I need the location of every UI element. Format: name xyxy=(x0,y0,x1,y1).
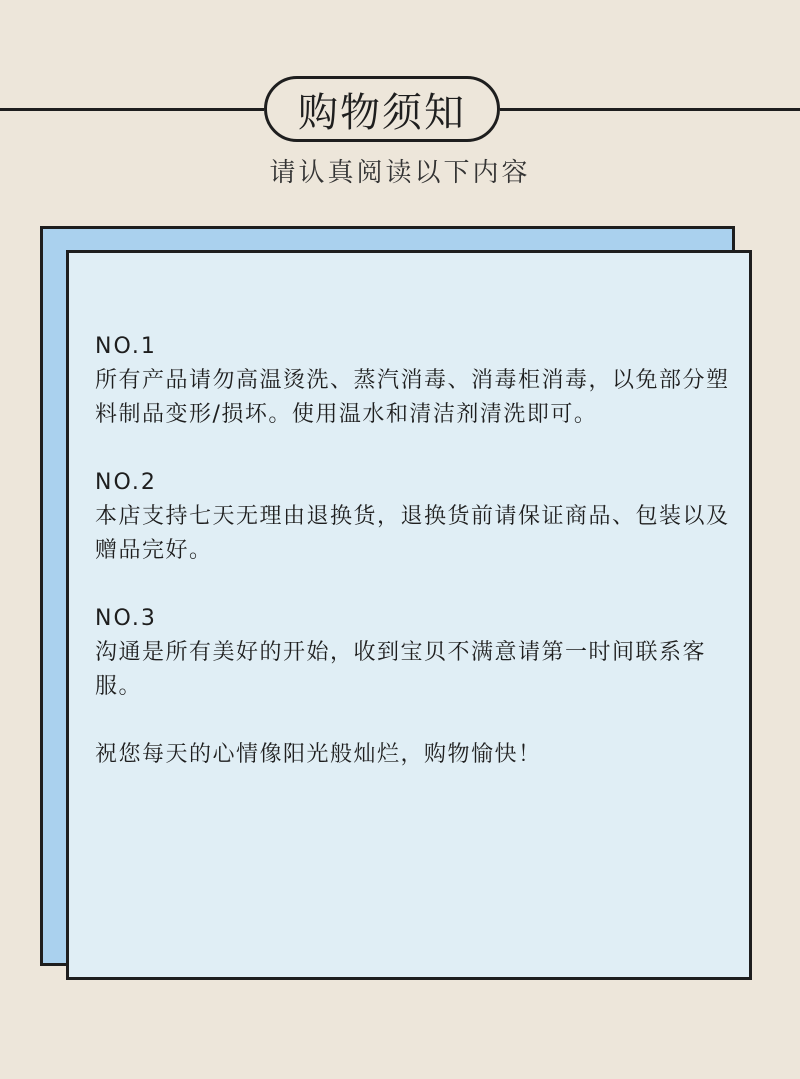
notice-section-3 xyxy=(95,602,735,704)
header-rule-left xyxy=(0,108,264,111)
notice-content xyxy=(95,330,735,772)
notice-section-1 xyxy=(95,330,735,432)
section-text: 本店支持七天无理由退换货，退换货前请保证商品、包装以及赠品完好。 xyxy=(95,504,730,563)
section-number: NO.2 xyxy=(95,470,157,495)
page-title: 购物须知 xyxy=(264,76,500,142)
section-text: 沟通是所有美好的开始，收到宝贝不满意请第一时间联系客服。 xyxy=(95,640,707,699)
section-number: NO.3 xyxy=(95,606,157,631)
closing-message: 祝您每天的心情像阳光般灿烂，购物愉快！ xyxy=(95,742,542,767)
notice-section-2 xyxy=(95,466,735,568)
page-subtitle: 请认真阅读以下内容 xyxy=(269,158,531,188)
header-rule-right xyxy=(500,108,800,111)
section-text: 所有产品请勿高温烫洗、蒸汽消毒、消毒柜消毒，以免部分塑料制品变形/损坏。使用温水和清洁剂清洗即可。 xyxy=(95,368,730,427)
section-number: NO.1 xyxy=(95,334,157,359)
